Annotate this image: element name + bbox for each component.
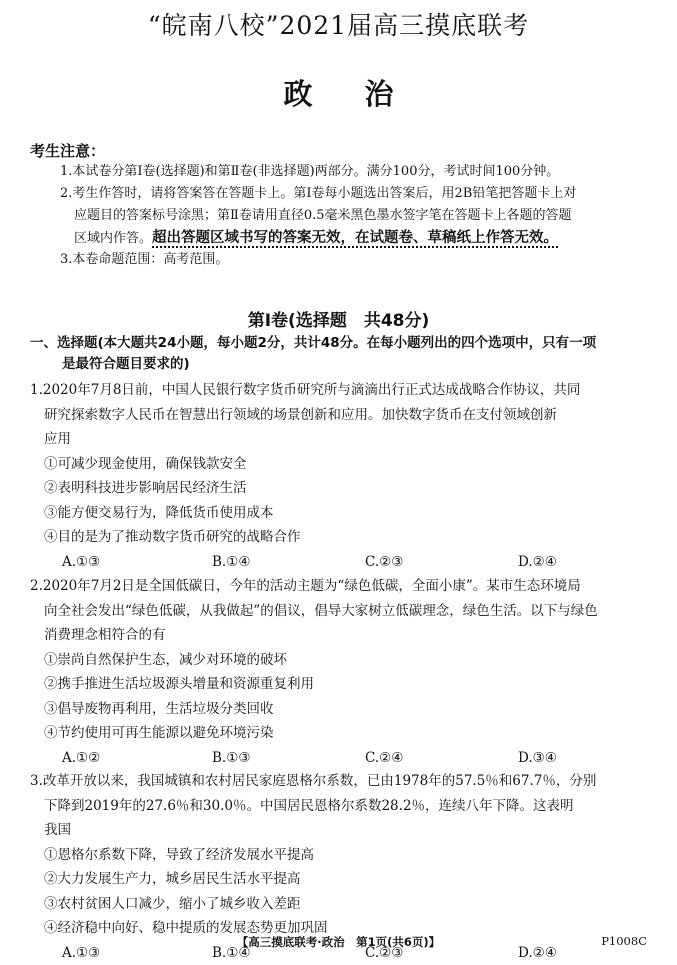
statement-option: ④经济稳中向好、稳中提质的发展态势更加巩固: [30, 916, 670, 941]
notice-list: [60, 161, 660, 271]
exam-title: “皖南八校”2021届高三摸底联考: [0, 6, 677, 42]
statement-option: ①可减少现金使用，确保钱款安全: [30, 452, 670, 477]
statement-option: ②大力发展生产力，城乡居民生活水平提高: [30, 867, 670, 892]
statement-option: ③倡导废物再利用，生活垃圾分类回收: [30, 697, 670, 722]
notice-item-2-cont: 应题目的答案标号涂黑；第Ⅱ卷请用直径0.5毫米黑色墨水签字笔在答题卡上各题的答题: [60, 205, 660, 227]
notice-item-1: 1.本试卷分第Ⅰ卷(选择题)和第Ⅱ卷(非选择题)两部分。满分100分，考试时间100分钟。: [60, 161, 660, 183]
statement-option: ④目的是为了推动数字货币研究的战略合作: [30, 525, 670, 550]
subject-title: 政治: [0, 72, 677, 113]
notice-item-3: 3.本卷命题范围：高考范围。: [60, 249, 660, 271]
exam-code: P1008C: [601, 934, 647, 948]
statement-option: ②携手推进生活垃圾源头增量和资源重复利用: [30, 672, 670, 697]
instruction-line-2: 是最符合题目要求的): [30, 354, 660, 375]
notice-item-2-end: [60, 227, 660, 249]
choice-a: A.①③: [62, 550, 100, 575]
choice-c: C.②③: [365, 941, 403, 965]
answer-choices: [30, 550, 670, 575]
question-1: [30, 378, 670, 574]
notice-item-2-tail: 区域内作答。: [74, 231, 152, 246]
choice-a: A.①②: [62, 746, 100, 771]
page-footer: 【高三摸底联考·政治 第1页(共6页)】: [0, 934, 677, 950]
question-stem-line: 2.2020年7月2日是全国低碳日，今年的活动主题为“绿色低碳，全面小康”。某市生态环境局: [30, 574, 670, 599]
question-2: [30, 574, 670, 770]
question-stem-line: 1.2020年7月8日前，中国人民银行数字货币研究所与滴滴出行正式达成战略合作协议，共同: [30, 378, 670, 403]
statement-option: ①崇尚自然保护生态，减少对环境的破坏: [30, 648, 670, 673]
choice-c: C.②④: [365, 746, 403, 771]
question-stem-line: 研究探索数字人民币在智慧出行领域的场景创新和应用。加快数字货币在支付领域创新: [30, 403, 670, 428]
choice-d: D.②④: [518, 941, 557, 965]
statement-option: ③农村贫困人口减少，缩小了城乡收入差距: [30, 892, 670, 917]
statement-option: ④节约使用可再生能源以避免环境污染: [30, 721, 670, 746]
answer-choices: [30, 746, 670, 771]
choice-a: A.①③: [62, 941, 100, 965]
notice-item-2: 2.考生作答时，请将答案答在答题卡上。第Ⅰ卷每小题选出答案后，用2B铅笔把答题卡上对: [60, 183, 660, 205]
choice-d: D.③④: [518, 746, 557, 771]
section-title: 第Ⅰ卷(选择题 共48分): [0, 306, 677, 331]
choice-d: D.②④: [518, 550, 557, 575]
section-instructions: [30, 333, 660, 375]
choice-b: B.①④: [212, 941, 250, 965]
question-stem-line: 应用: [30, 427, 670, 452]
question-stem-line: 下降到2019年的27.6％和30.0％。中国居民恩格尔系数28.2％，连续八年下降。这表明: [30, 794, 670, 819]
question-stem-line: 消费理念相符合的有: [30, 623, 670, 648]
question-stem-line: 向全社会发出“绿色低碳，从我做起”的倡议，倡导大家树立低碳理念，绿色生活。以下与绿色: [30, 599, 670, 624]
statement-option: ①恩格尔系数下降，导致了经济发展水平提高: [30, 843, 670, 868]
answer-warning: 超出答题区域书写的答案无效，在试题卷、草稿纸上作答无效。: [152, 230, 558, 248]
statement-option: ③能方便交易行为，降低货币使用成本: [30, 501, 670, 526]
notice-heading: 考生注意：: [30, 140, 105, 161]
choice-b: B.①④: [212, 550, 250, 575]
statement-option: ②表明科技进步影响居民经济生活: [30, 476, 670, 501]
choice-b: B.①③: [212, 746, 250, 771]
question-stem-line: 3.改革开放以来，我国城镇和农村居民家庭恩格尔系数，已由1978年的57.5％和67.7％，分别: [30, 769, 670, 794]
choice-c: C.②③: [365, 550, 403, 575]
instruction-line-1: 一、选择题(本大题共24小题，每小题2分，共计48分。在每小题列出的四个选项中，只有一项: [30, 333, 660, 354]
question-stem-line: 我国: [30, 818, 670, 843]
